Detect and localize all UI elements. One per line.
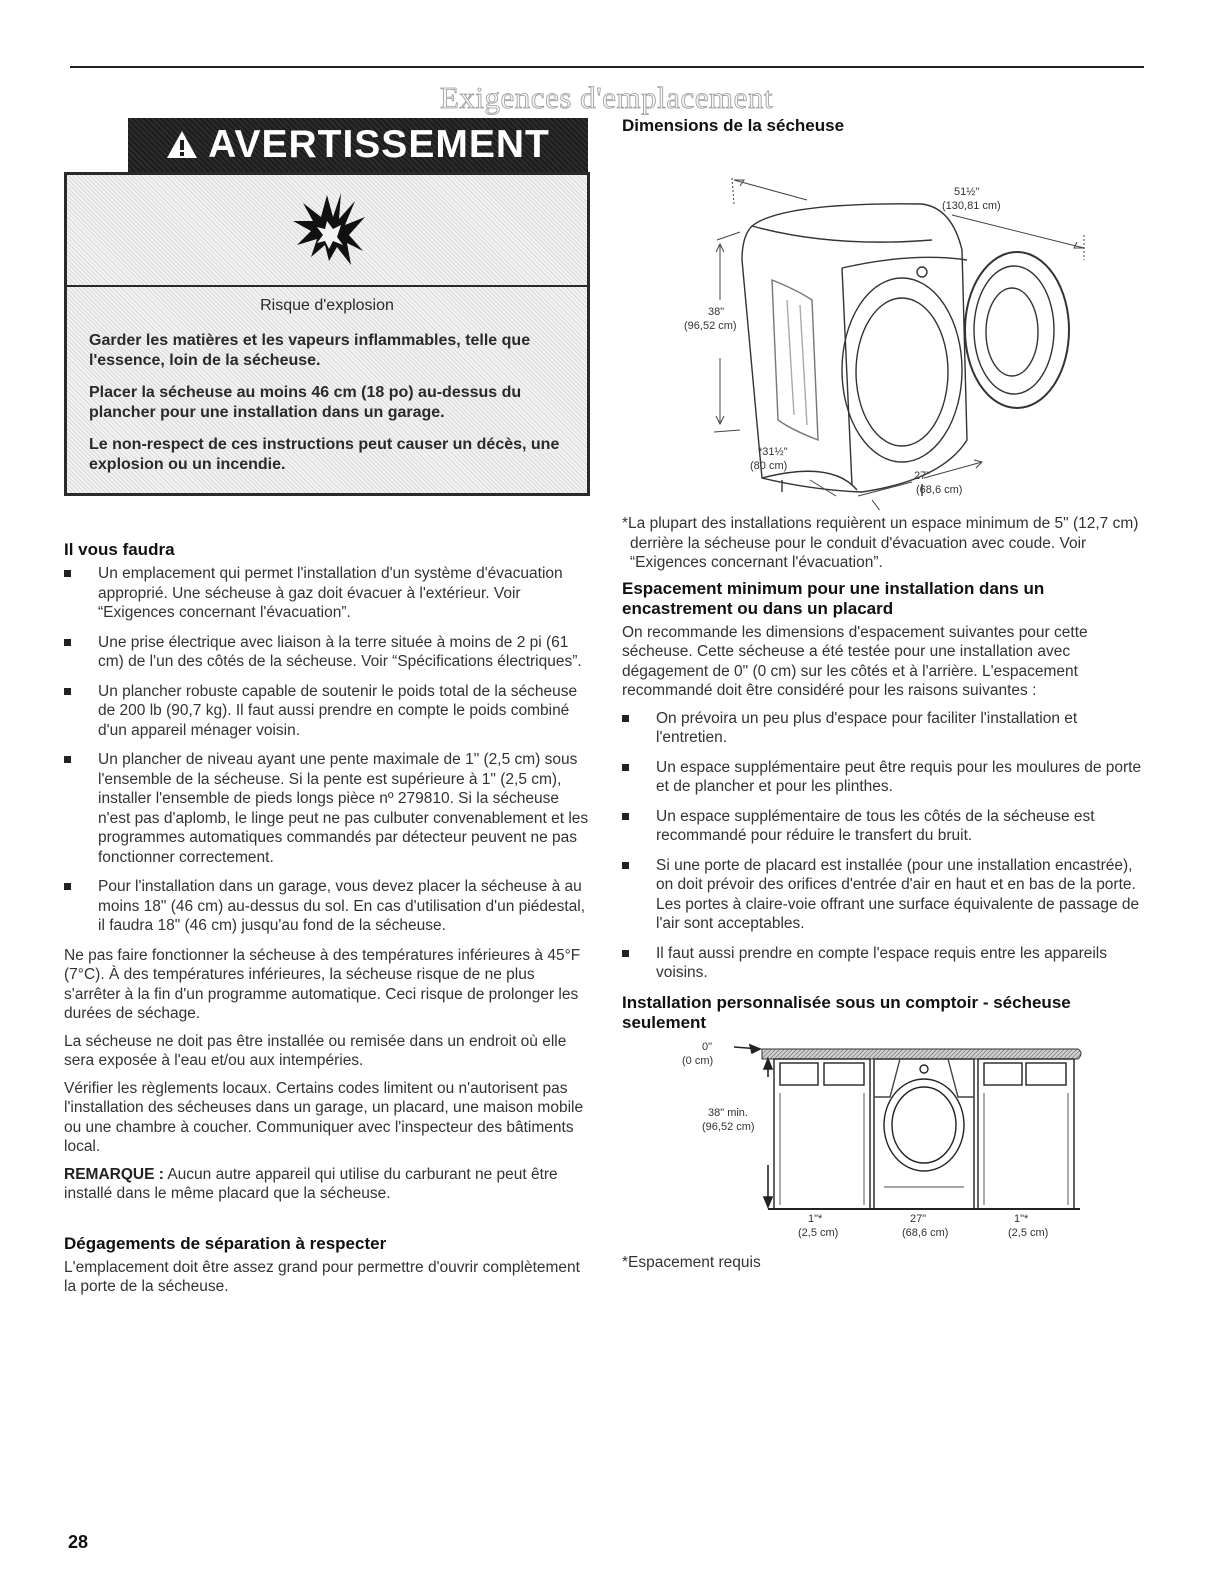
list-item-text: Pour l'installation dans un garage, vous devez placer la sécheuse à au moins 18" (46 cm) au-dessus du sol. En cas d'utilisation d'un piédestal, il faudra 18" (46 cm) jusqu'au fond de la sécheuse.	[98, 878, 586, 934]
left-gap-label: 1"*	[808, 1212, 823, 1225]
exposure-paragraph: La sécheuse ne doit pas être installée ou remisée dans un endroit où elle sera exposée à l'eau et/ou aux intempéries.	[64, 1032, 567, 1069]
dryer-dimensions-diagram	[622, 140, 1146, 510]
middle-width-cm-label: (68,6 cm)	[902, 1226, 949, 1239]
undercounter-heading: Installation personnalisée sous un comptoir - sécheuse seulement	[622, 992, 1071, 1032]
left-column	[64, 118, 590, 1305]
bullet-icon	[64, 688, 71, 695]
bullet-icon	[64, 570, 71, 577]
warning-box	[64, 118, 590, 496]
page-title: Exigences d'emplacement	[440, 80, 773, 115]
depth-cm-label: (80 cm)	[750, 460, 788, 472]
list-item	[622, 856, 1146, 934]
height-min-label: 38" min.	[708, 1106, 748, 1119]
temperature-paragraph: Ne pas faire fonctionner la sécheuse à des températures inférieures à 45°F (7°C). À des températures inférieures, la sécheuse risque de ne plus s'arrêter à la fin d'un programme automatique. Ceci risque de prolonger les durées de séchage.	[64, 946, 581, 1022]
warning-paragraph: Garder les matières et les vapeurs inflammables, telle que l'essence, loin de la sécheuse.	[89, 332, 531, 369]
warning-text-area	[67, 293, 587, 487]
list-item	[64, 750, 590, 867]
explosion-icon	[289, 187, 369, 269]
list-item-text: On prévoira un peu plus d'espace pour faciliter l'installation et l'entretien.	[656, 709, 1078, 746]
warning-icon-area	[67, 175, 587, 285]
warning-frame	[64, 172, 590, 496]
undercounter-bottom-labels	[622, 1212, 1146, 1245]
bullet-icon	[622, 715, 629, 722]
page-number: 28	[68, 1532, 89, 1552]
list-item	[622, 807, 1146, 846]
bullet-icon	[64, 639, 71, 646]
bullet-icon	[64, 883, 71, 890]
height-label: 38"	[708, 306, 725, 318]
warning-header-label: AVERTISSEMENT	[208, 123, 550, 166]
needs-list	[64, 564, 590, 936]
list-item-text: Un emplacement qui permet l'installation d'un système d'évacuation approprié. Une sécheuse à gaz doit évacuer à l'extérieur. Voir “Exigences concernant l'évacuation”.	[98, 565, 563, 621]
depth-label: *31½"	[758, 446, 788, 458]
list-item	[622, 758, 1146, 797]
list-item-text: Il faut aussi prendre en compte l'espace requis entre les appareils voisins.	[656, 944, 1107, 981]
warning-paragraph: Placer la sécheuse au moins 46 cm (18 po) au-dessus du plancher pour une installation dans un garage.	[89, 384, 522, 421]
height-cm-label: (96,52 cm)	[684, 320, 737, 332]
minimum-spacing-heading: Espacement minimum pour une installation dans un encastrement ou dans un placard	[622, 578, 1045, 618]
warning-subtitle: Risque d'explosion	[260, 297, 394, 314]
list-item	[622, 944, 1146, 983]
list-item-text: Un plancher de niveau ayant une pente maximale de 1" (2,5 cm) sous l'ensemble de la sécheuse. Si la pente est supérieure à 1" (2,5 cm), installer l'ensemble de pieds longs pièce nº 279810. Si la sécheuse n'est pas d'aplomb, le linge peut ne pas culbuter convenablement et les programmes automatiques commandés par détecteur peuvent ne pas fonctionner correctement.	[98, 751, 589, 866]
list-item-text: Une prise électrique avec liaison à la terre située à moins de 2 pi (61 cm) de l'un des côtés de la sécheuse. Voir “Spécifications électriques”.	[98, 633, 582, 670]
note-text: Aucun autre appareil qui utilise du carburant ne peut être installé dans le même placard que la sécheuse.	[64, 1165, 558, 1202]
list-item	[622, 709, 1146, 748]
undercounter-footnote: *Espacement requis	[622, 1253, 761, 1271]
list-item	[64, 877, 590, 936]
warning-paragraph: Le non-respect de ces instructions peut causer un décès, une explosion ou un incendie.	[89, 436, 560, 473]
warning-separator	[67, 285, 587, 287]
width-cm-label: (68,6 cm)	[916, 484, 963, 496]
top-rule	[70, 66, 1144, 68]
bullet-icon	[64, 756, 71, 763]
clearance-text: L'emplacement doit être assez grand pour permettre d'ouvrir complètement la porte de la sécheuse.	[64, 1258, 580, 1295]
bullet-icon	[622, 764, 629, 771]
top-clearance-cm-label: (0 cm)	[682, 1054, 714, 1067]
dimensions-footnote: *La plupart des installations requièrent un espace minimum de 5" (12,7 cm) derrière la sécheuse pour le conduit d'évacuation avec coude. Voir “Exigences concernant l'évacuation”.	[622, 515, 1139, 571]
bullet-icon	[622, 950, 629, 957]
right-gap-label: 1"*	[1014, 1212, 1029, 1225]
list-item-text: Si une porte de placard est installée (pour une installation encastrée), on doit prévoir des orifices d'entrée d'air en haut et en bas de la porte. Les portes à claire-voie offrant une surface équivalente de passage de l'air sont acceptables.	[656, 856, 1140, 932]
list-item	[64, 564, 590, 623]
note-label: REMARQUE :	[64, 1165, 164, 1183]
right-gap-cm-label: (2,5 cm)	[1008, 1226, 1049, 1239]
undercounter-diagram	[622, 1037, 1146, 1215]
list-item-text: Un espace supplémentaire de tous les côtés de la sécheuse est recommandé pour réduire le transfert du bruit.	[656, 807, 1095, 844]
bullet-icon	[622, 862, 629, 869]
middle-width-label: 27"	[910, 1212, 927, 1225]
list-item	[64, 682, 590, 741]
list-item-text: Un plancher robuste capable de soutenir le poids total de la sécheuse de 200 lb (90,7 kg). Il faut aussi prendre en compte le poids combiné d'un appareil ménager voisin.	[98, 682, 578, 739]
warning-header	[128, 118, 588, 172]
list-item-text: Un espace supplémentaire peut être requis pour les moulures de porte et de plancher et pour les plinthes.	[656, 758, 1142, 795]
left-gap-cm-label: (2,5 cm)	[798, 1226, 839, 1239]
top-clearance-label: 0"	[702, 1040, 713, 1053]
list-item	[64, 633, 590, 672]
codes-paragraph: Vérifier les règlements locaux. Certains codes limitent ou n'autorisent pas l'installation des sécheuses dans un garage, un placard, une maison mobile ou une chambre à coucher. Communiquer avec l'inspecteur des bâtiments local.	[64, 1079, 584, 1155]
depth-open-cm-label: (130,81 cm)	[942, 200, 1001, 212]
spacing-list	[622, 709, 1146, 983]
bullet-icon	[622, 813, 629, 820]
warning-triangle-icon	[166, 129, 198, 161]
depth-open-label: 51½"	[954, 186, 980, 198]
dimensions-heading: Dimensions de la sécheuse	[622, 116, 845, 135]
note-paragraph	[64, 1165, 590, 1204]
height-min-cm-label: (96,52 cm)	[702, 1120, 755, 1133]
right-column	[622, 116, 1146, 1280]
needs-heading: Il vous faudra	[64, 540, 175, 559]
minimum-spacing-intro: On recommande les dimensions d'espacement suivantes pour cette sécheuse. Cette sécheuse a été testée pour une installation avec dégagement de 0" (0 cm) sur les côtés et à l'arrière. L'espacement recommandé doit être considéré pour les raisons suivantes :	[622, 623, 1088, 699]
width-label: 27"	[914, 470, 931, 482]
clearance-heading: Dégagements de séparation à respecter	[64, 1233, 387, 1253]
